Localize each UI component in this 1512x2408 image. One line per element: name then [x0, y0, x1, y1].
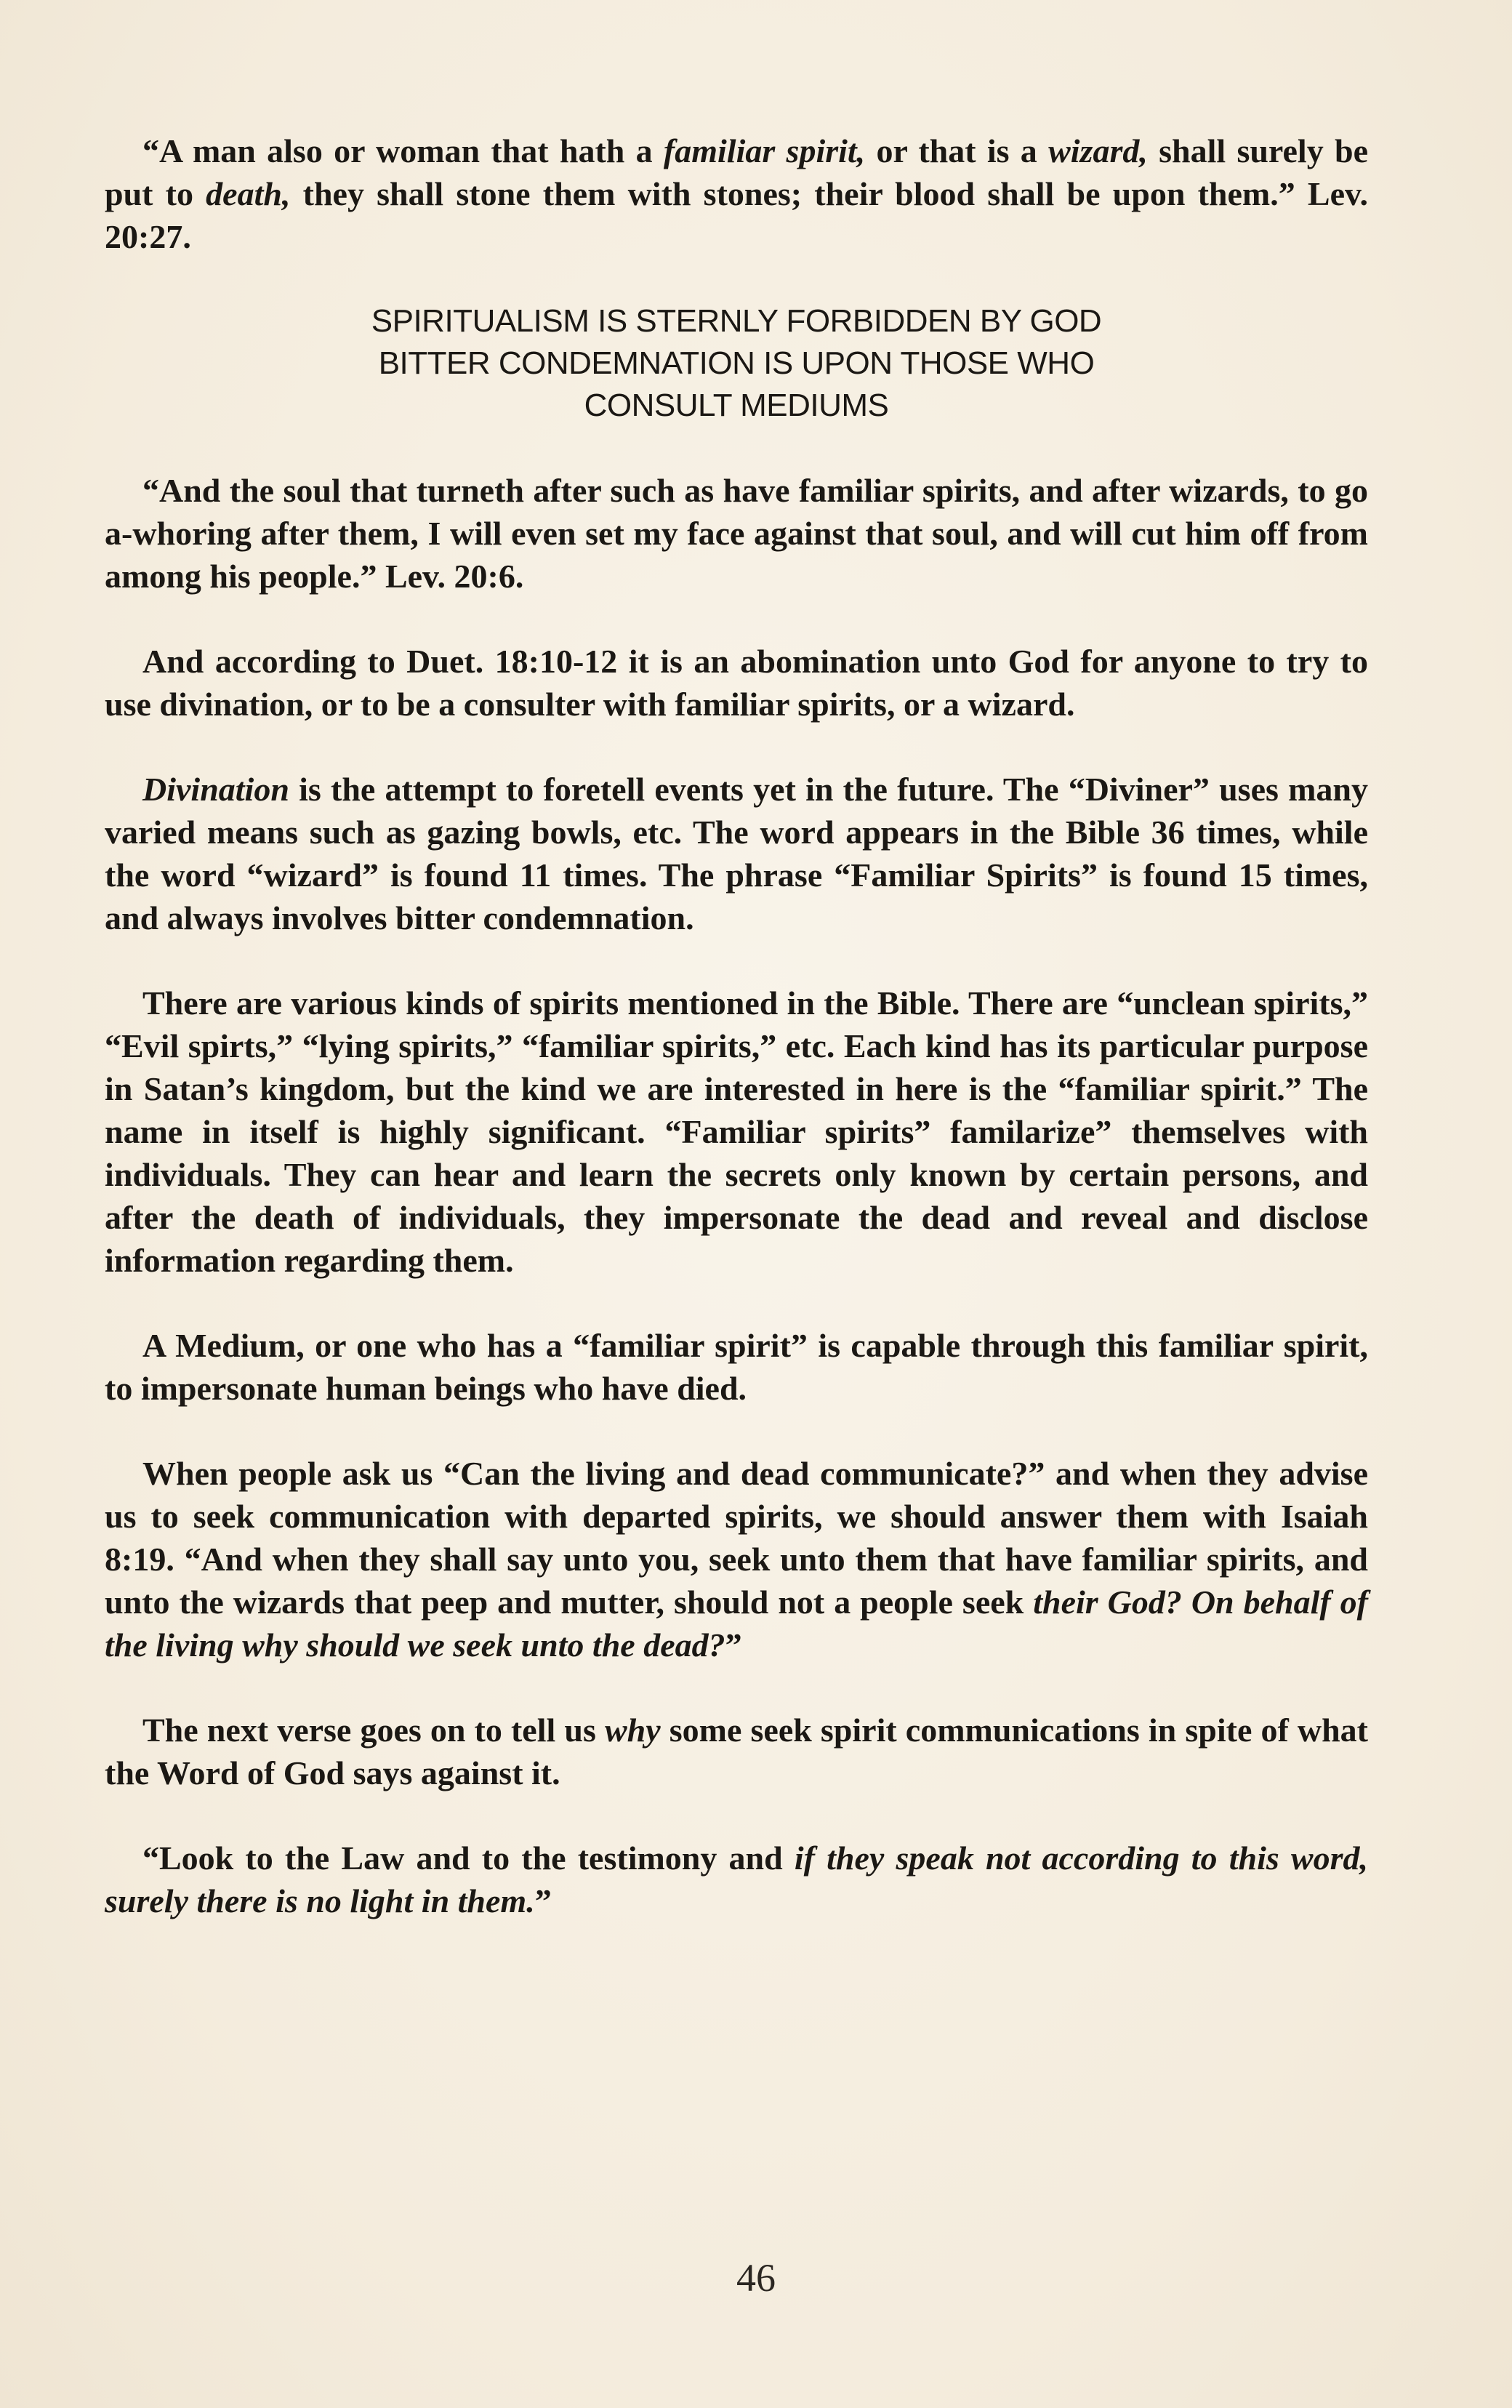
- page-number: 46: [736, 2256, 776, 2300]
- text-run: ”: [725, 1626, 742, 1663]
- paragraph-kinds-of-spirits: There are various kinds of spirits mentioned in the Bible. There are “unclean spirits,” “Evil spirts,” “lying spirits,” “familiar spirits,” etc. Each kind has its particular purpose in Satan’s kingdom, but the kind we are interested in here is the “familiar spirit.” The name in itself is highly significant. “Familiar spirits” familarize” themselves with individuals. They can hear and learn the secrets only known by certain persons, and after the death of individuals, they impersonate the dead and reveal and disclose information regarding them.: [105, 984, 1368, 1279]
- emphasis-divination: Divination: [142, 771, 289, 808]
- heading-line-2: BITTER CONDEMNATION IS UPON THOSE WHO: [378, 345, 1095, 381]
- heading-line-3: CONSULT MEDIUMS: [584, 388, 889, 423]
- emphasis-light-quote: if they speak not according to this word, surely there is no light in them.: [105, 1839, 1368, 1919]
- paragraph-next-verse: [105, 1709, 1368, 1794]
- text-run: some seek spirit communications in spite of what the Word of God says against it.: [105, 1711, 1368, 1791]
- text-run: The next verse goes on to tell us: [142, 1711, 605, 1749]
- text-run: ”: [534, 1882, 552, 1919]
- text-run: When people ask us “Can the living and dead communicate?” and when they advise us to seek communication with departed spirits, we should answer them with Isaiah 8:19. “And when they shall say unto you, seek unto them that have familiar spirits, and unto the wizards that peep and mutter, should not a people seek: [105, 1455, 1368, 1621]
- paragraph-lev-20-6: “And the soul that turneth after such as have familiar spirits, and after wizards, to go a-whoring after them, I will even set my face against that soul, and will cut him off from among his people.” Lev. 20:6.: [105, 472, 1368, 595]
- text-run: or that is a: [865, 132, 1049, 169]
- text-run: “Look to the Law and to the testimony and: [142, 1839, 795, 1877]
- paragraph-deuteronomy: And according to Duet. 18:10-12 it is an abomination unto God for anyone to try to use divination, or to be a consulter with familiar spirits, or a wizard.: [105, 643, 1368, 723]
- paragraph-divination: [105, 768, 1368, 939]
- emphasis-death: death,: [206, 175, 291, 212]
- paragraph-medium: A Medium, or one who has a “familiar spirit” is capable through this familiar spirit, to impersonate human beings who have died.: [105, 1327, 1368, 1407]
- paragraph-isaiah-8-19: [105, 1452, 1368, 1666]
- text-run: shall surely be put to: [105, 132, 1368, 212]
- heading-line-1: SPIRITUALISM IS STERNLY FORBIDDEN BY GOD: [371, 303, 1102, 339]
- emphasis-isaiah-quote: their God? On behalf of the living why should we seek unto the dead?: [105, 1584, 1368, 1663]
- paragraph-lev-20-27: [105, 129, 1368, 258]
- emphasis-why: why: [604, 1711, 661, 1749]
- section-heading: [105, 300, 1368, 427]
- paragraph-law-and-testimony: [105, 1837, 1368, 1922]
- page-body: [105, 129, 1368, 1964]
- emphasis-familiar-spirit: familiar spirit,: [663, 132, 866, 169]
- text-run: is the attempt to foretell events yet in the future. The “Diviner” uses many varied means such as gazing bowls, etc. The word appears in the Bible 36 times, while the word “wizard” is found 11 times. The phrase “Familiar Spirits” is found 15 times, and always involves bitter condemnation.: [105, 771, 1368, 936]
- text-run: “A man also or woman that hath a: [142, 132, 664, 169]
- emphasis-wizard: wizard,: [1048, 132, 1148, 169]
- text-run: they shall stone them with stones; their blood shall be upon them.” Lev. 20:27.: [105, 175, 1368, 255]
